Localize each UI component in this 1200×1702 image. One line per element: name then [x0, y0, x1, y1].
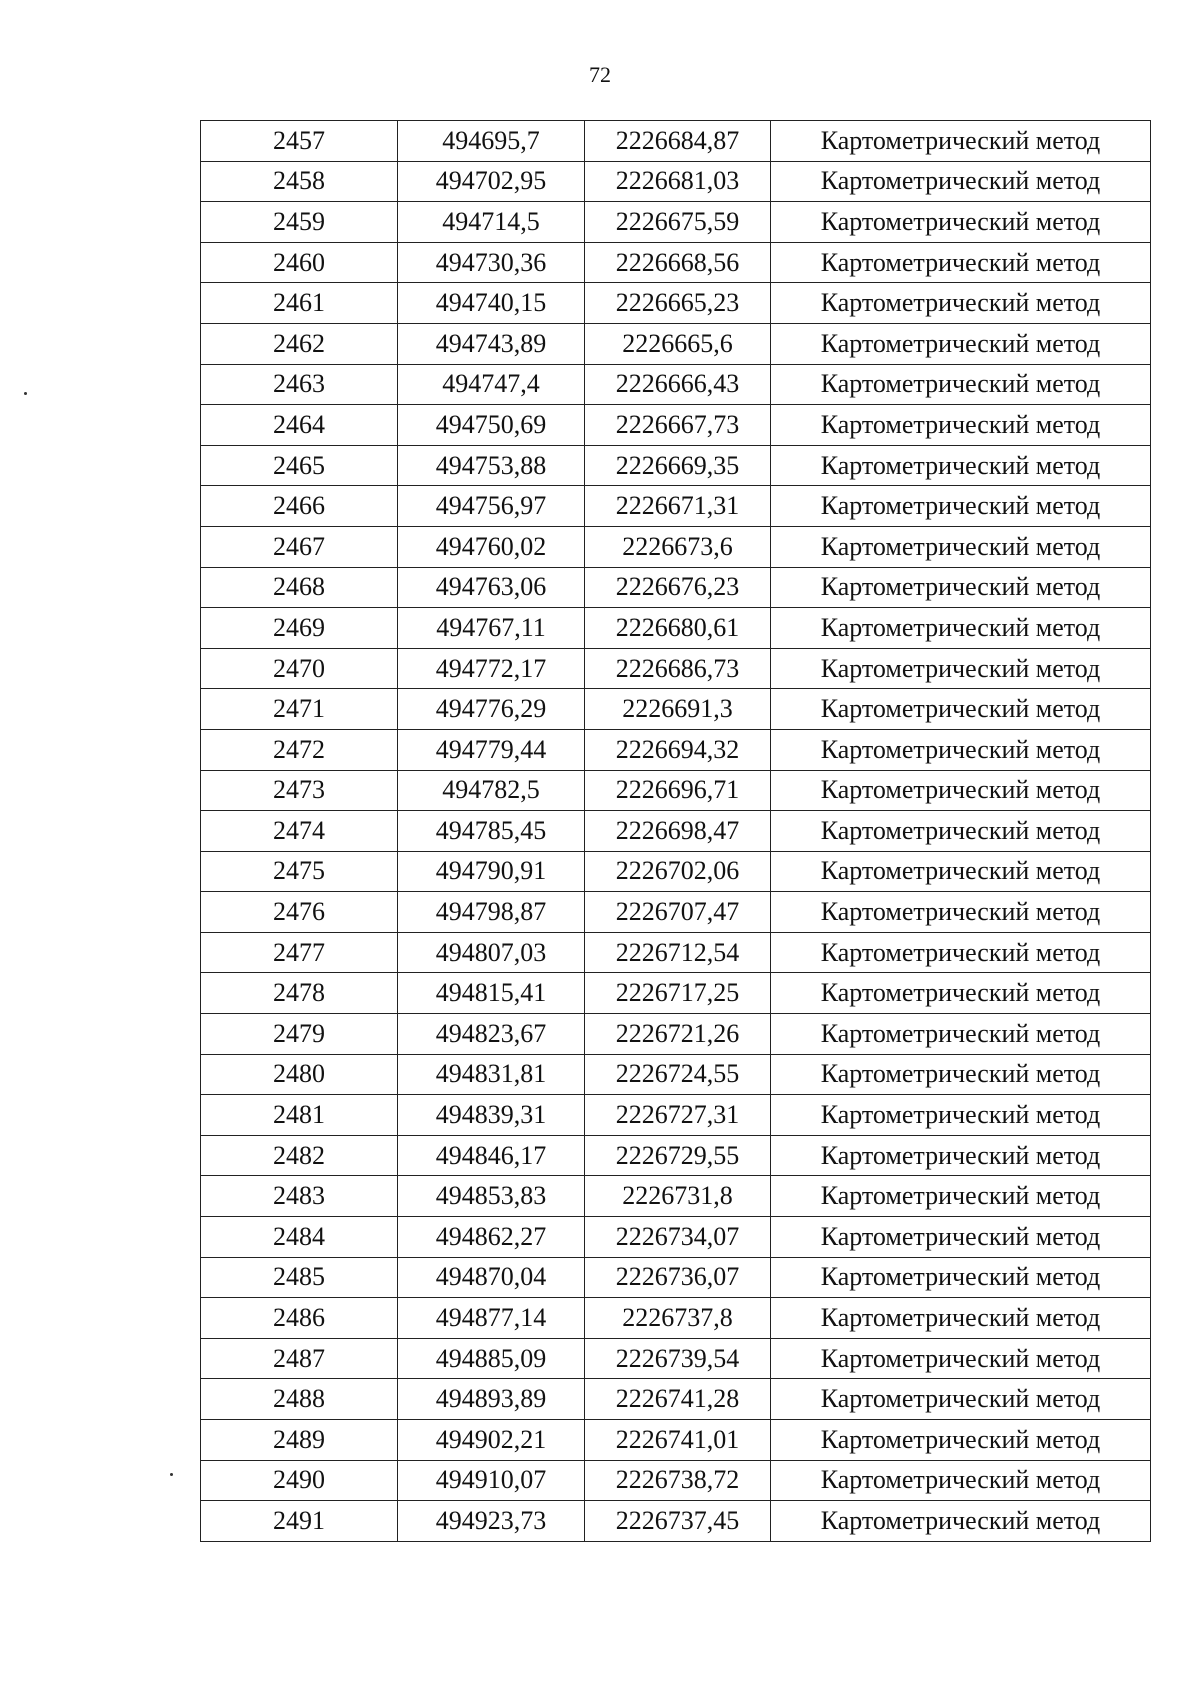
table-row — [201, 486, 1151, 527]
table-row — [201, 283, 1151, 324]
x-coordinate-cell: 494893,89 — [398, 1379, 585, 1420]
method-cell: Картометрический метод — [771, 1135, 1151, 1176]
x-coordinate-cell: 494730,36 — [398, 242, 585, 283]
y-coordinate-cell: 2226698,47 — [585, 811, 771, 852]
y-coordinate-cell: 2226675,59 — [585, 202, 771, 243]
coordinates-table-body — [201, 121, 1151, 1542]
x-coordinate-cell: 494779,44 — [398, 729, 585, 770]
y-coordinate-cell: 2226665,23 — [585, 283, 771, 324]
point-number-cell: 2491 — [201, 1501, 398, 1542]
x-coordinate-cell: 494831,81 — [398, 1054, 585, 1095]
x-coordinate-cell: 494747,4 — [398, 364, 585, 405]
table-row — [201, 932, 1151, 973]
table-row — [201, 1501, 1151, 1542]
x-coordinate-cell: 494798,87 — [398, 892, 585, 933]
y-coordinate-cell: 2226702,06 — [585, 851, 771, 892]
point-number-cell: 2463 — [201, 364, 398, 405]
method-cell: Картометрический метод — [771, 1176, 1151, 1217]
x-coordinate-cell: 494902,21 — [398, 1420, 585, 1461]
method-cell: Картометрический метод — [771, 811, 1151, 852]
y-coordinate-cell: 2226712,54 — [585, 932, 771, 973]
table-row — [201, 770, 1151, 811]
method-cell: Картометрический метод — [771, 1460, 1151, 1501]
table-row — [201, 161, 1151, 202]
y-coordinate-cell: 2226738,72 — [585, 1460, 771, 1501]
point-number-cell: 2485 — [201, 1257, 398, 1298]
method-cell: Картометрический метод — [771, 1257, 1151, 1298]
y-coordinate-cell: 2226741,28 — [585, 1379, 771, 1420]
y-coordinate-cell: 2226694,32 — [585, 729, 771, 770]
method-cell: Картометрический метод — [771, 486, 1151, 527]
point-number-cell: 2480 — [201, 1054, 398, 1095]
method-cell: Картометрический метод — [771, 729, 1151, 770]
method-cell: Картометрический метод — [771, 526, 1151, 567]
method-cell: Картометрический метод — [771, 608, 1151, 649]
table-row — [201, 729, 1151, 770]
point-number-cell: 2478 — [201, 973, 398, 1014]
x-coordinate-cell: 494785,45 — [398, 811, 585, 852]
x-coordinate-cell: 494839,31 — [398, 1095, 585, 1136]
method-cell: Картометрический метод — [771, 892, 1151, 933]
y-coordinate-cell: 2226691,3 — [585, 689, 771, 730]
point-number-cell: 2483 — [201, 1176, 398, 1217]
point-number-cell: 2462 — [201, 323, 398, 364]
y-coordinate-cell: 2226676,23 — [585, 567, 771, 608]
table-row — [201, 608, 1151, 649]
y-coordinate-cell: 2226736,07 — [585, 1257, 771, 1298]
y-coordinate-cell: 2226669,35 — [585, 445, 771, 486]
x-coordinate-cell: 494823,67 — [398, 1014, 585, 1055]
method-cell: Картометрический метод — [771, 567, 1151, 608]
y-coordinate-cell: 2226729,55 — [585, 1135, 771, 1176]
method-cell: Картометрический метод — [771, 648, 1151, 689]
x-coordinate-cell: 494743,89 — [398, 323, 585, 364]
table-row — [201, 526, 1151, 567]
table-row — [201, 1338, 1151, 1379]
y-coordinate-cell: 2226727,31 — [585, 1095, 771, 1136]
point-number-cell: 2482 — [201, 1135, 398, 1176]
y-coordinate-cell: 2226668,56 — [585, 242, 771, 283]
x-coordinate-cell: 494695,7 — [398, 121, 585, 162]
table-row — [201, 1135, 1151, 1176]
y-coordinate-cell: 2226707,47 — [585, 892, 771, 933]
table-row — [201, 892, 1151, 933]
y-coordinate-cell: 2226666,43 — [585, 364, 771, 405]
table-row — [201, 1460, 1151, 1501]
point-number-cell: 2461 — [201, 283, 398, 324]
scan-speck — [24, 392, 27, 395]
x-coordinate-cell: 494740,15 — [398, 283, 585, 324]
method-cell: Картометрический метод — [771, 405, 1151, 446]
table-row — [201, 323, 1151, 364]
point-number-cell: 2466 — [201, 486, 398, 527]
point-number-cell: 2488 — [201, 1379, 398, 1420]
method-cell: Картометрический метод — [771, 323, 1151, 364]
x-coordinate-cell: 494923,73 — [398, 1501, 585, 1542]
y-coordinate-cell: 2226680,61 — [585, 608, 771, 649]
scan-speck — [170, 1473, 173, 1476]
point-number-cell: 2487 — [201, 1338, 398, 1379]
y-coordinate-cell: 2226673,6 — [585, 526, 771, 567]
table-row — [201, 689, 1151, 730]
method-cell: Картометрический метод — [771, 770, 1151, 811]
x-coordinate-cell: 494776,29 — [398, 689, 585, 730]
table-row — [201, 1420, 1151, 1461]
point-number-cell: 2477 — [201, 932, 398, 973]
point-number-cell: 2467 — [201, 526, 398, 567]
x-coordinate-cell: 494910,07 — [398, 1460, 585, 1501]
y-coordinate-cell: 2226665,6 — [585, 323, 771, 364]
x-coordinate-cell: 494753,88 — [398, 445, 585, 486]
point-number-cell: 2470 — [201, 648, 398, 689]
point-number-cell: 2486 — [201, 1298, 398, 1339]
y-coordinate-cell: 2226731,8 — [585, 1176, 771, 1217]
table-row — [201, 1217, 1151, 1258]
table-row — [201, 242, 1151, 283]
table-row — [201, 1257, 1151, 1298]
y-coordinate-cell: 2226739,54 — [585, 1338, 771, 1379]
point-number-cell: 2468 — [201, 567, 398, 608]
point-number-cell: 2471 — [201, 689, 398, 730]
method-cell: Картометрический метод — [771, 283, 1151, 324]
x-coordinate-cell: 494763,06 — [398, 567, 585, 608]
method-cell: Картометрический метод — [771, 932, 1151, 973]
point-number-cell: 2464 — [201, 405, 398, 446]
table-row — [201, 1298, 1151, 1339]
coordinates-table — [200, 120, 1151, 1542]
table-row — [201, 648, 1151, 689]
table-row — [201, 1054, 1151, 1095]
point-number-cell: 2458 — [201, 161, 398, 202]
y-coordinate-cell: 2226737,45 — [585, 1501, 771, 1542]
method-cell: Картометрический метод — [771, 242, 1151, 283]
table-row — [201, 405, 1151, 446]
point-number-cell: 2489 — [201, 1420, 398, 1461]
method-cell: Картометрический метод — [771, 121, 1151, 162]
x-coordinate-cell: 494714,5 — [398, 202, 585, 243]
point-number-cell: 2474 — [201, 811, 398, 852]
point-number-cell: 2476 — [201, 892, 398, 933]
method-cell: Картометрический метод — [771, 1501, 1151, 1542]
table-row — [201, 567, 1151, 608]
method-cell: Картометрический метод — [771, 445, 1151, 486]
x-coordinate-cell: 494750,69 — [398, 405, 585, 446]
method-cell: Картометрический метод — [771, 161, 1151, 202]
y-coordinate-cell: 2226681,03 — [585, 161, 771, 202]
x-coordinate-cell: 494772,17 — [398, 648, 585, 689]
method-cell: Картометрический метод — [771, 1379, 1151, 1420]
x-coordinate-cell: 494870,04 — [398, 1257, 585, 1298]
x-coordinate-cell: 494702,95 — [398, 161, 585, 202]
method-cell: Картометрический метод — [771, 1054, 1151, 1095]
table-row — [201, 364, 1151, 405]
point-number-cell: 2490 — [201, 1460, 398, 1501]
x-coordinate-cell: 494760,02 — [398, 526, 585, 567]
method-cell: Картометрический метод — [771, 1298, 1151, 1339]
y-coordinate-cell: 2226741,01 — [585, 1420, 771, 1461]
x-coordinate-cell: 494815,41 — [398, 973, 585, 1014]
table-row — [201, 121, 1151, 162]
x-coordinate-cell: 494877,14 — [398, 1298, 585, 1339]
table-row — [201, 1176, 1151, 1217]
y-coordinate-cell: 2226696,71 — [585, 770, 771, 811]
point-number-cell: 2469 — [201, 608, 398, 649]
table-row — [201, 1095, 1151, 1136]
x-coordinate-cell: 494767,11 — [398, 608, 585, 649]
method-cell: Картометрический метод — [771, 1420, 1151, 1461]
table-row — [201, 1379, 1151, 1420]
y-coordinate-cell: 2226721,26 — [585, 1014, 771, 1055]
x-coordinate-cell: 494807,03 — [398, 932, 585, 973]
method-cell: Картометрический метод — [771, 689, 1151, 730]
x-coordinate-cell: 494756,97 — [398, 486, 585, 527]
point-number-cell: 2475 — [201, 851, 398, 892]
y-coordinate-cell: 2226667,73 — [585, 405, 771, 446]
y-coordinate-cell: 2226734,07 — [585, 1217, 771, 1258]
point-number-cell: 2473 — [201, 770, 398, 811]
method-cell: Картометрический метод — [771, 202, 1151, 243]
x-coordinate-cell: 494862,27 — [398, 1217, 585, 1258]
x-coordinate-cell: 494846,17 — [398, 1135, 585, 1176]
method-cell: Картометрический метод — [771, 1014, 1151, 1055]
table-row — [201, 851, 1151, 892]
method-cell: Картометрический метод — [771, 973, 1151, 1014]
method-cell: Картометрический метод — [771, 364, 1151, 405]
y-coordinate-cell: 2226671,31 — [585, 486, 771, 527]
point-number-cell: 2484 — [201, 1217, 398, 1258]
point-number-cell: 2465 — [201, 445, 398, 486]
page-number: 72 — [589, 62, 611, 87]
point-number-cell: 2481 — [201, 1095, 398, 1136]
x-coordinate-cell: 494790,91 — [398, 851, 585, 892]
y-coordinate-cell: 2226724,55 — [585, 1054, 771, 1095]
y-coordinate-cell: 2226737,8 — [585, 1298, 771, 1339]
point-number-cell: 2472 — [201, 729, 398, 770]
point-number-cell: 2459 — [201, 202, 398, 243]
table-row — [201, 202, 1151, 243]
x-coordinate-cell: 494782,5 — [398, 770, 585, 811]
x-coordinate-cell: 494853,83 — [398, 1176, 585, 1217]
y-coordinate-cell: 2226717,25 — [585, 973, 771, 1014]
method-cell: Картометрический метод — [771, 1217, 1151, 1258]
method-cell: Картометрический метод — [771, 1095, 1151, 1136]
table-row — [201, 811, 1151, 852]
point-number-cell: 2479 — [201, 1014, 398, 1055]
table-row — [201, 973, 1151, 1014]
point-number-cell: 2460 — [201, 242, 398, 283]
table-row — [201, 1014, 1151, 1055]
y-coordinate-cell: 2226686,73 — [585, 648, 771, 689]
method-cell: Картометрический метод — [771, 1338, 1151, 1379]
table-row — [201, 445, 1151, 486]
method-cell: Картометрический метод — [771, 851, 1151, 892]
y-coordinate-cell: 2226684,87 — [585, 121, 771, 162]
point-number-cell: 2457 — [201, 121, 398, 162]
x-coordinate-cell: 494885,09 — [398, 1338, 585, 1379]
